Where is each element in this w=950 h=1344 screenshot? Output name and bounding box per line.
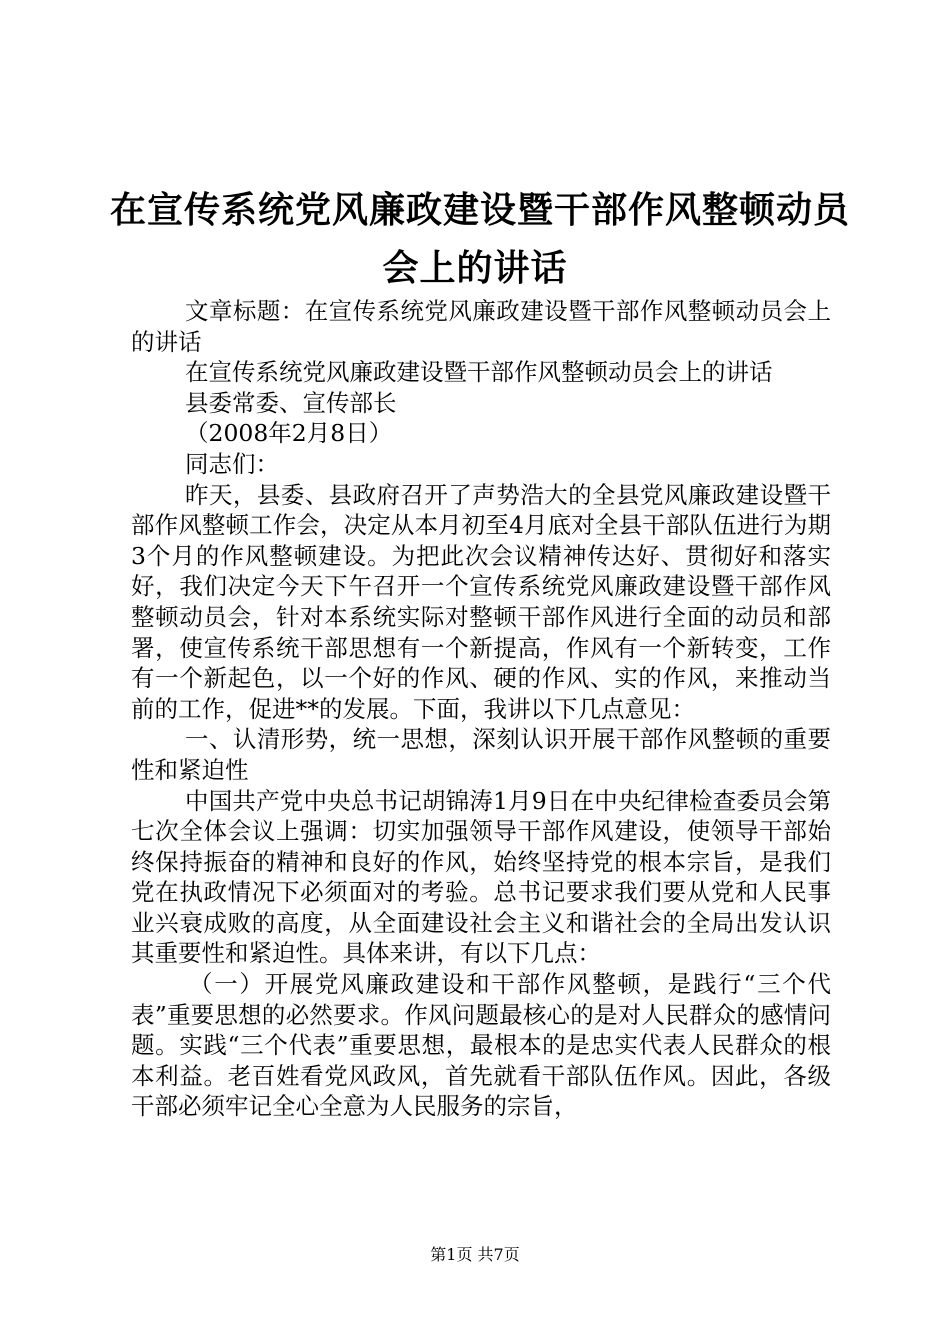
paragraph-article-title: 文章标题：在宣传系统党风廉政建设暨干部作风整顿动员会上的讲话: [131, 297, 831, 356]
paragraph-speech-title: 在宣传系统党风廉政建设暨干部作风整顿动员会上的讲话: [185, 358, 773, 387]
document-body: [131, 296, 831, 1122]
paragraph-date: （2008年2月8日）: [185, 419, 393, 448]
title-line-1: 在宣传系统党风廉政建设暨干部作风整顿动员: [110, 190, 851, 231]
paragraph-section-heading-1: 一、认清形势，统一思想，深刻认识开展干部作风整顿的重要性和紧迫性: [131, 725, 831, 784]
paragraph-intro: 昨天，县委、县政府召开了声势浩大的全县党风廉政建设暨干部作风整顿工作会，决定从本月初至4月底对全县干部队伍进行为期3个月的作风整顿建设。为把此次会议精神传达好、贯彻好和落实好，我们决定今天下午召开一个宣传系统党风廉政建设暨干部作风整顿动员会，针对本系统实际对整顿干部作风进行全面的动员和部署，使宣传系统干部思想有一个新提高，作风有一个新转变，工作有一个新起色，以一个好的作风、硬的作风、实的作风，来推动当前的工作，促进**的发展。下面，我讲以下几点意见：: [131, 480, 831, 723]
paragraph-salutation: 同志们：: [185, 449, 279, 478]
paragraph-body-2: （一）开展党风廉政建设和干部作风整顿，是践行“三个代表”重要思想的必然要求。作风问题最核心的是对人民群众的感情问题。实践“三个代表”重要思想，最根本的是忠实代表人民群众的根本利益。老百姓看党风政风，首先就看干部队伍作风。因此，各级干部必须牢记全心全意为人民服务的宗旨，: [131, 970, 831, 1121]
paragraph-body-1: 中国共产党中央总书记胡锦涛1月9日在中央纪律检查委员会第七次全体会议上强调：切实加强领导干部作风建设，使领导干部始终保持振奋的精神和良好的作风，始终坚持党的根本宗旨，是我们党在执政情况下必须面对的考验。总书记要求我们要从党和人民事业兴衰成败的高度，从全面建设社会主义和谐社会的全局出发认识其重要性和紧迫性。具体来讲，有以下几点：: [131, 786, 831, 968]
title-line-2: 会上的讲话: [382, 248, 568, 289]
paragraph-speaker: 县委常委、宣传部长: [185, 388, 397, 417]
document-title: [110, 182, 851, 298]
page-footer: 第1页 共7页: [430, 1245, 520, 1264]
